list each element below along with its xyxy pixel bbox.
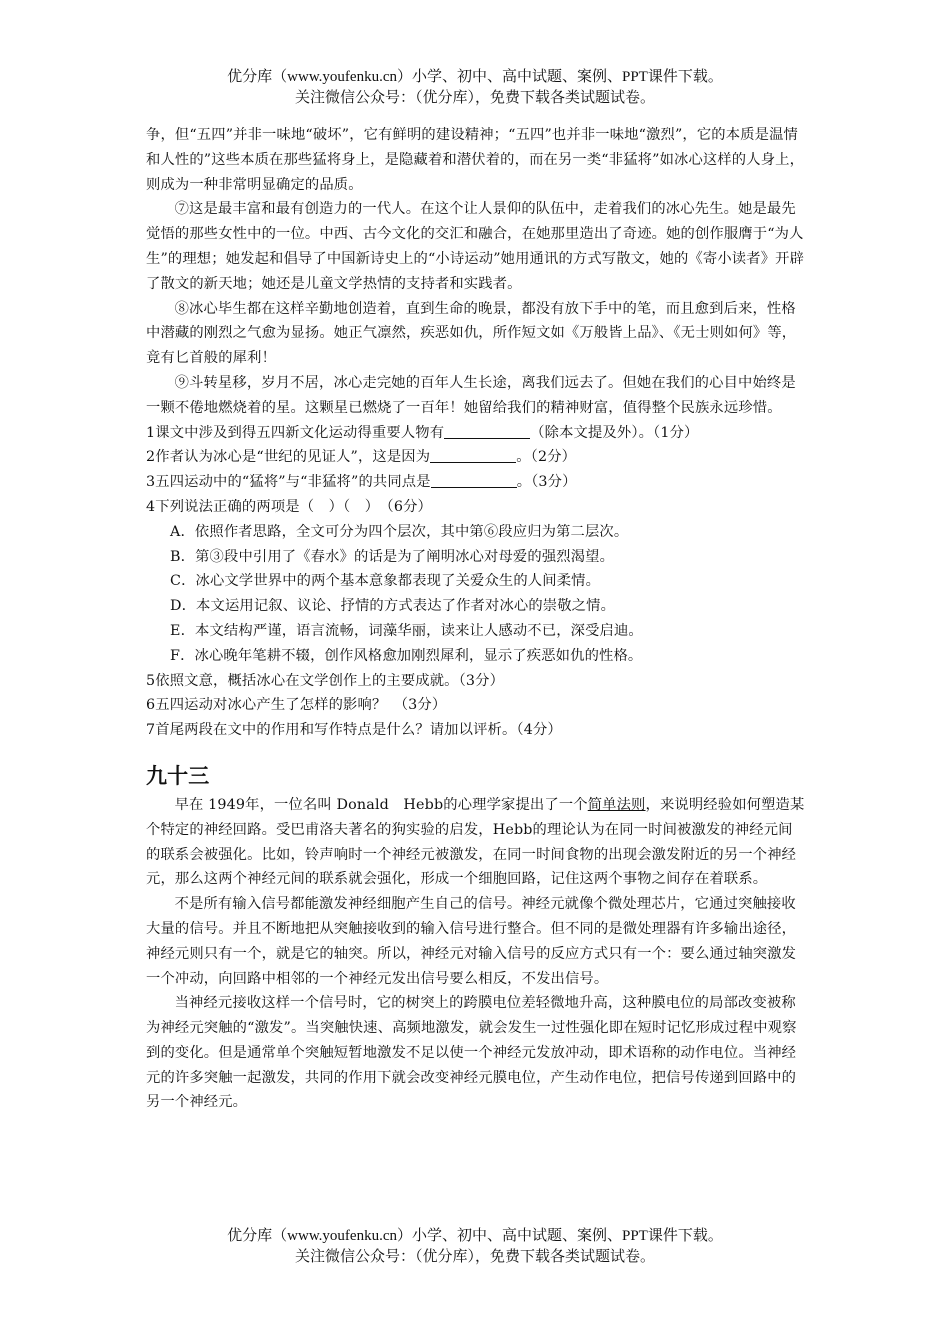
footer-line-1: 优分库（www.youfenku.cn）小学、初中、高中试题、案例、PPT课件下载。: [227, 1228, 723, 1244]
passage-paragraph-7: ⑦这是最丰富和最有创造力的一代人。在这个让人景仰的队伍中，走着我们的冰心先生。她是最先觉悟的那些女性中的一位。中西、古今文化的交汇和融合，在她那里造出了奇迹。她的创作服膺于“为人生”的理想；她发起和倡导了中国新诗史上的“小诗运动”她用通讯的方式写散文，她的《寄小读者》开辟了散文的新天地；她还是儿童文学热情的支持者和实践者。: [146, 201, 805, 292]
passage-paragraph-8: ⑧冰心毕生都在这样辛勤地创造着，直到生命的晚景，都没有放下手中的笔，而且愈到后来，性格中潜藏的刚烈之气愈为显扬。她正气凛然，疾恶如仇，所作短文如《万般皆上品》、《无士则如何》等，竟有匕首般的犀利！: [146, 300, 797, 367]
question-1-text: 1课文中涉及到得五四新文化运动得重要人物有: [146, 424, 445, 441]
question-7: 7首尾两段在文中的作用和写作特点是什么？请加以评析。（4分）: [146, 722, 562, 739]
option-a: A．依照作者思路，全文可分为四个层次，其中第⑥段应归为第二层次。: [170, 523, 629, 540]
simple-rule-link[interactable]: 简单法则: [587, 796, 646, 813]
section-paragraph-2: 不是所有输入信号都能激发神经细胞产生自己的信号。神经元就像个微处理芯片，它通过突触接收大量的信号。并且不断地把从突触接收到的输入信号进行整合。但不同的是微处理器有许多输出途径，神经元则只有一个，就是它的轴突。所以，神经元对输入信号的反应方式只有一个：要么通过轴突激发一个冲动，向回路中相邻的一个神经元发出信号要么相反，不发出信号。: [146, 896, 797, 987]
question-4: 4下列说法正确的两项是（ ）（ ） （6分）: [146, 498, 432, 515]
question-1: [146, 421, 806, 446]
option-d: D．本文运用记叙、议论、抒情的方式表达了作者对冰心的崇敬之情。: [170, 598, 616, 615]
option-f: F．冰心晚年笔耕不辍，创作风格愈加刚烈犀利，显示了疾恶如仇的性格。: [170, 647, 643, 664]
answer-blank[interactable]: [444, 424, 530, 439]
question-5: 5依照文意，概括冰心在文学创作上的主要成就。（3分）: [146, 672, 505, 689]
answer-blank[interactable]: [430, 448, 516, 463]
question-3-text: 3五四运动中的“猛将”与“非猛将”的共同点是: [146, 474, 431, 491]
question-3: [146, 470, 806, 495]
section-paragraph-1-end: ，来说明经验如何塑造某个特定的神经回路。受巴甫洛夫著名的狗实验的启发，Hebb的理论认为在同一时间被激发的神经元间的联系会被强化。比如，铃声响时一个神经元被激发，在同一时间食物的出现会激发附近的另一个神经元，那么这两个神经元间的联系就会强化，形成一个细胞回路，记住这两个事物之间存在着联系。: [146, 796, 805, 888]
option-e: E．本文结构严谨，语言流畅，词藻华丽，读来让人感动不已，深受启迪。: [170, 622, 643, 639]
question-2-points: 。（2分）: [516, 449, 577, 466]
question-3-points: 。（3分）: [516, 474, 577, 491]
answer-blank[interactable]: [431, 473, 517, 488]
option-c: C．冰心文学世界中的两个基本意象都表现了关爱众生的人间柔情。: [170, 573, 601, 590]
passage-paragraph-9: ⑨斗转星移，岁月不居，冰心走完她的百年人生长途，离我们远去了。但她在我们的心目中始终是一颗不倦地燃烧着的星。这颗星已燃烧了一百年！她留给我们的精神财富，值得整个民族永远珍惜。: [146, 374, 796, 416]
section-paragraph-1-start: 早在 1949年，一位名叫 Donald Hebb的心理学家提出了一个: [174, 796, 588, 813]
question-1-points: （除本文提及外）。（1分）: [530, 424, 699, 441]
page-footer: [0, 1226, 950, 1268]
page-header: [0, 67, 950, 109]
footer-line-2: 关注微信公众号：（优分库），免费下载各类试题试卷。: [294, 1249, 655, 1265]
option-b: B．第③段中引用了《春水》的话是为了阐明冰心对母爱的强烈渴望。: [170, 548, 615, 565]
section-paragraph-3: 当神经元接收这样一个信号时，它的树突上的跨膜电位差轻微地升高，这种膜电位的局部改变被称为神经元突触的“激发”。当突触快速、高频地激发，就会发生一过性强化即在短时记忆形成过程中观察到的变化。但是通常单个突触短暂地激发不足以使一个神经元发放冲动，即术语称的动作电位。当神经元的许多突触一起激发，共同的作用下就会改变神经元膜电位，产生动作电位，把信号传递到回路中的另一个神经元。: [146, 995, 797, 1111]
question-2-text: 2作者认为冰心是“世纪的见证人”，这是因为: [146, 449, 431, 466]
page-content: [146, 123, 806, 1115]
header-line-1: 优分库（www.youfenku.cn）小学、初中、高中试题、案例、PPT课件下载。: [227, 69, 723, 85]
question-2: [146, 445, 806, 470]
section-title: 九十三: [146, 763, 210, 788]
question-6: 6五四运动对冰心产生了怎样的影响？ （3分）: [146, 697, 447, 714]
section-paragraph-1: [146, 793, 806, 892]
header-line-2: 关注微信公众号：（优分库），免费下载各类试题试卷。: [294, 90, 655, 106]
passage-continued-paragraph: 争，但“五四”并非一味地“破坏”，它有鲜明的建设精神；“五四”也并非一味地“激烈”，它的本质是温情和人性的”这些本质在那些猛将身上，是隐藏着和潜伏着的，而在另一类“非猛将”如冰心这样的人身上，则成为一种非常明显确定的品质。: [146, 127, 805, 193]
